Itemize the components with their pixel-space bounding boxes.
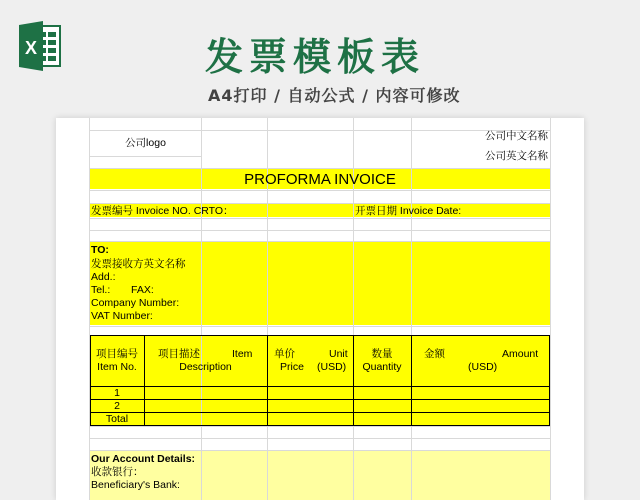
invoice-title: PROFORMA INVOICE: [244, 171, 396, 188]
recipient-name: 发票接收方英文名称: [91, 258, 186, 270]
page-subtitle: A4打印 / 自动公式 / 内容可修改: [208, 86, 461, 105]
excel-icon-letter: X: [24, 38, 38, 58]
tel-label: Tel.:: [91, 284, 111, 296]
to-label: TO:: [91, 244, 109, 256]
qty-header-en: Quantity: [362, 361, 402, 373]
beneficiary-bank-cn: 收款银行：: [91, 466, 144, 478]
invoice-sheet: [56, 118, 584, 500]
desc-header-item: Item: [232, 348, 253, 360]
total-label: Total: [105, 413, 129, 425]
page-title: 发票模板表: [205, 35, 426, 79]
item-no-header-cn: 项目编号: [96, 348, 138, 360]
price-header-unit: Unit: [329, 348, 348, 360]
qty-header-cn: 数量: [371, 348, 393, 360]
amount-header-usd: (USD): [468, 361, 498, 373]
company-logo-placeholder: 公司logo: [125, 137, 166, 149]
table-row: 2: [114, 400, 120, 412]
price-header-usd: (USD): [317, 361, 347, 373]
company-en-name: 公司英文名称: [485, 150, 548, 162]
table-row: 1: [114, 387, 120, 399]
desc-header-cn: 项目描述: [158, 348, 200, 360]
price-header-en: Price: [280, 361, 304, 373]
invoice-no-label: 发票编号 Invoice NO. CRTO：: [91, 205, 234, 217]
beneficiary-bank-en: Beneficiary's Bank:: [91, 479, 180, 491]
amount-header-cn: 金额: [424, 348, 445, 360]
item-no-header-en: Item No.: [97, 361, 137, 373]
desc-header-en: Description: [179, 361, 232, 373]
company-number-label: Company Number:: [91, 297, 180, 309]
price-header-cn: 单价: [274, 348, 295, 360]
fax-label: FAX:: [131, 284, 154, 296]
company-cn-name: 公司中文名称: [485, 130, 548, 142]
vat-number-label: VAT Number:: [91, 310, 153, 322]
recipient-band: [90, 242, 550, 325]
issue-date-label: 开票日期 Invoice Date:: [355, 205, 462, 217]
address-label: Add.:: [91, 271, 116, 283]
account-details-title: Our Account Details:: [91, 453, 196, 465]
amount-header-en: Amount: [502, 348, 539, 360]
excel-icon: [19, 20, 61, 72]
